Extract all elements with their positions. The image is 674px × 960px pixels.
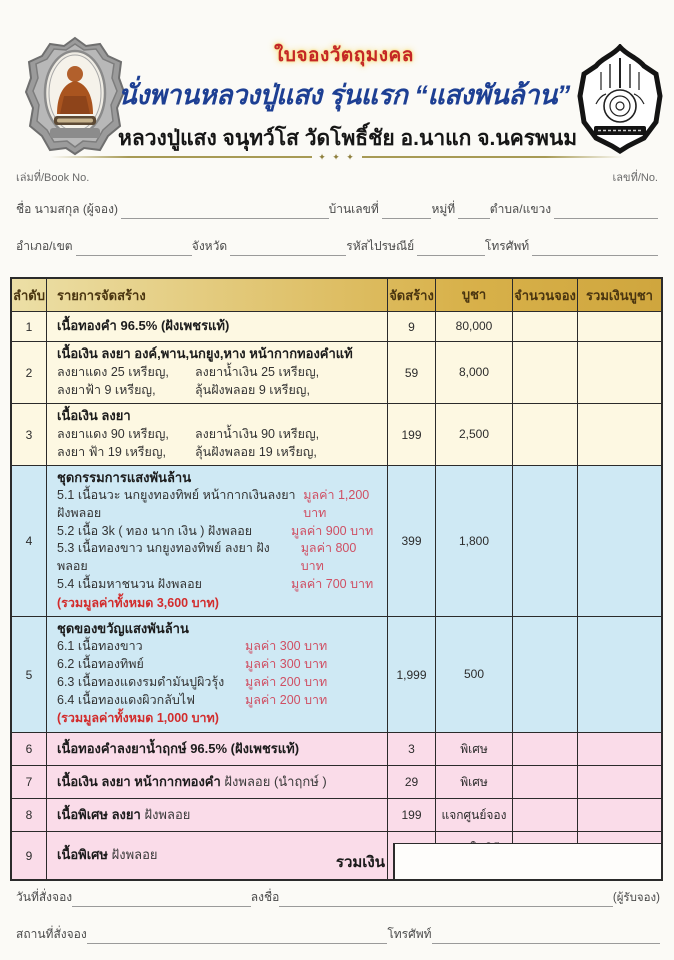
total-amount-cell [578,466,661,616]
made-qty: 59 [388,342,436,403]
row-no: 6 [12,733,47,765]
table-row [12,766,661,799]
detail-text: 5.2 เนื้อ 3k ( ทอง นาก เงิน ) ฝังพลอย [57,523,253,538]
row-item [47,733,388,765]
made-qty: 1,999 [388,617,436,732]
detail-value: มูลค่า 800 บาท [300,541,357,574]
table-row [12,466,661,617]
total-amount-cell [578,312,661,341]
item-title: เนื้อพิเศษ [57,847,108,863]
item-detail [57,523,381,541]
booked-qty-cell [513,312,578,341]
item-title: เนื้อพิเศษ ลงยา [57,806,141,822]
detail-value: มูลค่า 1,200 บาท [303,488,370,520]
price: 80,000 [436,312,513,341]
sign-label: ลงชื่อ [250,890,280,904]
table-row [12,733,661,766]
table-row [12,342,661,404]
footer-phone-label: โทรศัพท์ [387,927,432,941]
item-title: ชุดกรรมการแสงพันล้าน [57,470,192,486]
detail-text: 6.3 เนื้อทองแดงรมดำมันปูผิวรุ้ง [57,674,225,689]
detail-value: มูลค่า 200 บาท [245,674,328,689]
house-no-field [382,204,432,219]
made-qty: 199 [388,404,436,465]
phone-label: โทรศัพท์ [484,239,530,253]
detail-value: มูลค่า 300 บาท [245,639,328,654]
total-amount-cell [578,733,661,765]
item-title: เนื้อเงิน ลงยา หน้ากากทองคำ [57,773,221,789]
item-suffix: ฝังพลอย [111,847,158,863]
price: แจกศูนย์จอง [436,799,513,831]
booked-qty-cell [513,466,578,616]
detail-text: 5.3 เนื้อทองขาว นกยูงทองทิพย์ ลงยา ฝังพลอย [57,541,270,574]
header-booked: จำนวนจอง [513,279,578,311]
detail-value: มูลค่า 700 บาท [291,576,374,591]
table-header-row [12,279,661,312]
item-detail [57,638,381,656]
district-field [76,241,192,256]
header [0,34,674,160]
item-title: เนื้อเงิน ลงยา องค์,พาน,นกยูง,หาง หน้ากากทองคำแท้ [57,346,353,361]
row-item [47,404,388,465]
detail-text: ลุ้นฝังพลอย 9 เหรียญ, [195,383,310,398]
detail-text: ลงยาแดง 25 เหรียญ, [57,364,169,379]
total-amount-cell [578,342,661,403]
amulet-emblem [24,36,126,156]
header-total: รวมเงินบูชา [586,287,653,303]
items-table [10,277,663,881]
divider-ornament-icon: ✦ ✦ ✦ [318,151,356,162]
table-row [12,617,661,733]
item-detail [57,674,381,692]
divider-line-left [50,156,312,158]
row-no: 5 [12,617,47,732]
row-item [47,466,388,616]
price: พิเศษ [436,766,513,798]
detail-text: 5.4 เนื้อมหาชนวน ฝังพลอย [57,576,202,591]
book-no-label: เล่มที่/Book No. [16,172,90,184]
item-suffix: ฝังพลอย [144,806,191,822]
postcode-field [417,241,485,256]
form-title: ใบจองวัตถุมงคล [274,45,414,66]
detail-value: มูลค่า 900 บาท [291,523,374,538]
postcode-label: รหัสไปรษณีย์ [346,239,415,253]
subdistrict-label: ตำบล/แขวง [489,202,552,216]
booked-qty-cell [513,766,578,798]
row-item [47,312,388,341]
row-item [47,799,388,831]
booked-qty-cell [513,799,578,831]
table-row [12,799,661,832]
main-title: นั่งพานหลวงปู่แสง รุ่นแรก “แสงพันล้าน” [118,80,570,110]
detail-text: ลุ้นฝังพลอย 19 เหรียญ, [195,445,317,460]
place-phone-row [16,925,660,944]
row-no: 1 [12,312,47,341]
row-item [47,342,388,403]
item-detail [57,656,381,674]
item-detail [57,381,310,399]
item-detail [57,487,381,523]
detail-text: ลงยาน้ำเงิน 25 เหรียญ, [195,364,320,379]
row-no: 8 [12,799,47,831]
divider-line-right [362,156,624,158]
price: 2,500 [436,404,513,465]
booked-qty-cell [513,617,578,732]
table-row [12,404,661,466]
price: 8,000 [436,342,513,403]
total-amount-cell [578,799,661,831]
moo-field [458,204,490,219]
header-no: ลำดับ [12,279,47,311]
row-no: 3 [12,404,47,465]
sub-title: หลวงปู่แสง จนุทว์โส วัดโพธิ์ชัย อ.นาแก จ.นครพนม [118,127,578,150]
item-title: เนื้อเงิน ลงยา [57,408,131,424]
footer-phone-field [432,929,660,944]
signature-row [16,888,660,907]
applicant-row [16,200,658,219]
item-title: เนื้อทองคำลงยาน้ำฤกษ์ 96.5% (ฝังเพชรแท้) [57,740,300,756]
price: พิเศษ [436,733,513,765]
header-item: รายการจัดสร้าง [47,279,388,311]
row-item [47,766,388,798]
detail-text: ลงยาน้ำเงิน 90 เหรียญ, [195,427,320,442]
made-qty: 399 [388,466,436,616]
address-row [16,237,658,256]
price: 1,800 [436,466,513,616]
row-no: 2 [12,342,47,403]
total-amount-cell [578,766,661,798]
grand-total-row [10,843,663,881]
signer-label: (ผู้รับจอง) [612,892,660,904]
name-field [121,204,329,219]
item-detail [57,576,381,594]
made-qty: 199 [388,799,436,831]
detail-value: มูลค่า 300 บาท [245,657,328,672]
signature-field [279,892,612,907]
item-detail [57,443,317,461]
book-number-row [16,168,658,186]
doc-no-label: เลขที่/No. [612,172,658,184]
grand-total-box [393,843,663,881]
item-detail [57,540,381,576]
item-detail [57,692,381,710]
header-made: จัดสร้าง [388,279,436,311]
detail-text: ลงยาแดง 90 เหรียญ, [57,427,169,442]
detail-text: ลงยา ฟ้า 19 เหรียญ, [57,445,166,460]
item-title: ชุดของขวัญแสงพันล้าน [57,621,189,637]
detail-value: มูลค่า 200 บาท [245,692,328,707]
temple-seal-emblem [576,44,664,154]
total-amount-cell [578,617,661,732]
subdistrict-field [554,204,658,219]
ornamental-divider [50,152,624,162]
item-title: เนื้อทองคำ 96.5% (ฝังเพชรแท้) [57,318,230,334]
item-suffix: ฝังพลอย (นำฤกษ์ ) [224,773,327,789]
row-no: 4 [12,466,47,616]
booked-qty-cell [513,404,578,465]
order-place-field [87,929,388,944]
booked-qty-cell [513,342,578,403]
province-label: จังหวัด [191,239,228,253]
phone-field [532,241,658,256]
table-row [12,312,661,342]
name-label: ชื่อ นามสกุล (ผู้จอง) [16,202,118,216]
made-qty: 3 [388,733,436,765]
item-detail [57,425,319,443]
grand-total-label: รวมเงิน [335,854,385,871]
row-no: 9 [12,832,47,879]
header-price: บูชา [436,279,513,311]
detail-text: ลงยาฟ้า 9 เหรียญ, [57,383,156,398]
made-qty: 9 [388,312,436,341]
detail-text: 6.1 เนื้อทองขาว [57,639,143,654]
detail-text: 6.2 เนื้อทองทิพย์ [57,657,144,672]
total-amount-cell [578,404,661,465]
house-no-label: บ้านเลขที่ [328,202,379,216]
set-total-line: (รวมมูลค่าทั้งหมด 3,600 บาท) [57,595,219,610]
detail-text: 6.4 เนื้อทองแดงผิวกลับไฟ [57,692,195,707]
order-place-label: สถานที่สั่งจอง [16,927,87,941]
moo-label: หมู่ที่ [431,202,456,216]
order-date-label: วันที่สั่งจอง [16,890,73,904]
row-item [47,617,388,732]
detail-text: 5.1 เนื้อนวะ นกยูงทองทิพย์ หน้ากากเงินลงยา ฝังพลอย [57,488,296,520]
booked-qty-cell [513,733,578,765]
made-qty: 29 [388,766,436,798]
row-no: 7 [12,766,47,798]
price: 500 [436,617,513,732]
set-total-line: (รวมมูลค่าทั้งหมด 1,000 บาท) [57,711,219,726]
province-field [230,241,346,256]
district-label: อำเภอ/เขต [16,239,73,253]
item-detail [57,363,319,381]
order-date-field [72,892,251,907]
